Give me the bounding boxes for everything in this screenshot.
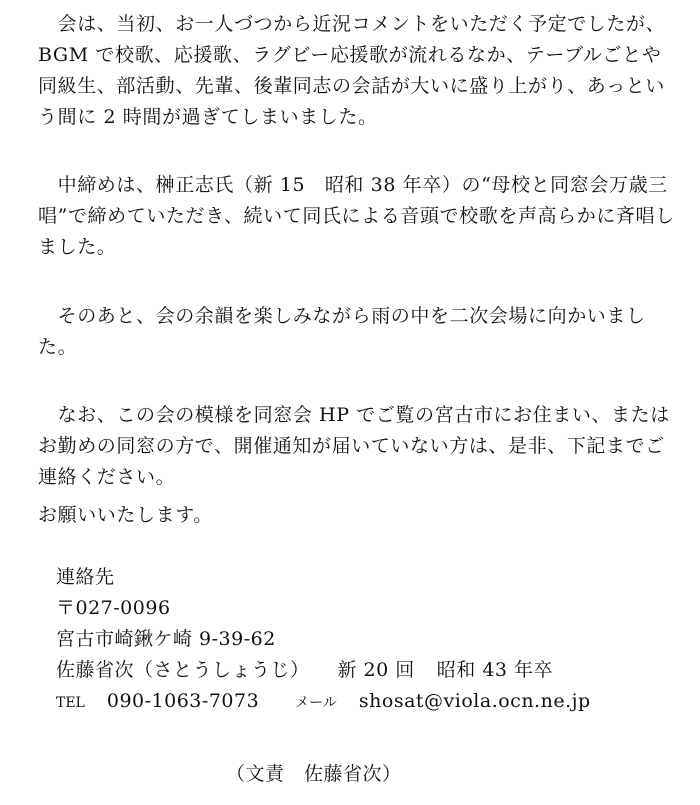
email-label: メール [295, 695, 337, 711]
contact-phone: 090-1063-7073 [106, 690, 260, 712]
paragraph-contact-request: なお、この会の模様を同窓会 HP でご覧の宮古市にお住まい、またはお勤めの同窓の方で、開催通知が届いていない方は、是非、下記までご連絡ください。 [38, 404, 670, 488]
contact-email: shosat@viola.ocn.ne.jp [358, 690, 591, 712]
contact-phone-email-line [56, 686, 676, 717]
contact-graduation-year: 昭和 43 年卒 [436, 659, 554, 681]
contact-name: 佐藤省次（さとうしょうじ） [56, 659, 310, 681]
contact-block [56, 562, 676, 717]
phone-label: TEL [56, 695, 85, 711]
paragraph-closing-request: お願いいたします。 [38, 504, 213, 526]
contact-class: 新 20 回 [337, 659, 415, 681]
paragraph-party-atmosphere: 会は、当初、お一人づつから近況コメントをいただく予定でしたが、BGM で校歌、応援歌、ラグビー応援歌が流れるなか、テーブルごとや同級生、部活動、先輩、後輩同志の会話が大いに盛り上がり、あっという間に 2 時間が過ぎてしまいました。 [38, 13, 666, 128]
contact-heading: 連絡先 [56, 566, 115, 588]
contact-postal-code: 〒027-0096 [56, 597, 171, 619]
paragraph-closing-cheer: 中締めは、榊正志氏（新 15 昭和 38 年卒）の“母校と同窓会万歳三唱”で締めていただき、続いて同氏による音頭で校歌を声高らかに斉唱しました。 [38, 174, 675, 258]
paragraph-after-party: そのあと、会の余韻を楽しみながら雨の中を二次会場に向かいました。 [38, 305, 646, 358]
contact-address: 宮古市崎鍬ケ崎 9-39-62 [56, 628, 276, 650]
contact-name-line [56, 655, 676, 686]
author-credit: （文責 佐藤省次） [226, 763, 402, 785]
